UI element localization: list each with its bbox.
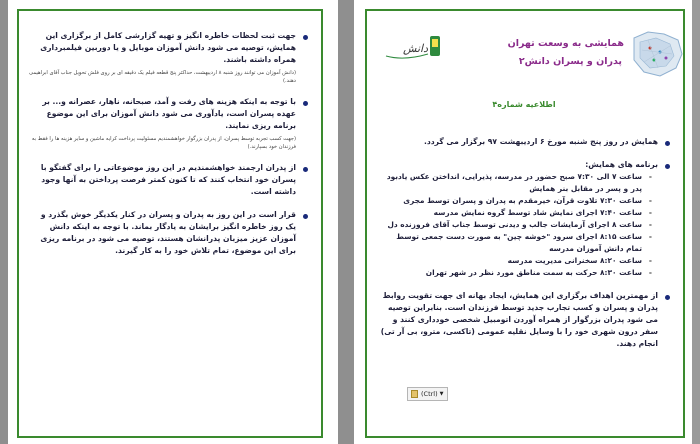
page-left-content <box>28 30 308 268</box>
bullet-memorable-day <box>28 209 308 257</box>
bullet-topics-text: از پدران ارجمند خواهشمندیم در این روز موضوعاتی را برای گفتگو با پسران خود انتخاب کنند که تا کنون کمتر فرصت پرداختن به آنها وجود داشته است. <box>40 163 296 196</box>
school-logo <box>384 34 442 62</box>
bullet-icon <box>303 101 308 106</box>
page-gap <box>338 0 354 444</box>
event-title-line1: همایشی به وسعت تهران <box>507 38 624 49</box>
bullet-costs <box>28 96 308 151</box>
page-left <box>8 0 338 444</box>
program-item: - ساعت ۷ الی ۷:۳۰ صبح حضور در مدرسه، پذیرایی، انداختن عکس یادبود پدر و پسر در مقابل بنر همایش <box>380 171 642 195</box>
page-header <box>384 28 684 88</box>
program-item: - ساعت ۷:۴۰ اجرای نمایش شاد توسط گروه نمایش مدرسه <box>380 207 642 219</box>
bullet-costs-text: با توجه به اینکه هزینه های رفت و آمد، صبحانه، ناهار، عصرانه و... بر عهده پسران است، یادآوری می شود دانش آموزان برای این موضوع برنامه ریزی نمایند. <box>42 97 296 130</box>
bullet-topics <box>28 162 308 198</box>
program-item: - ساعت ۸:۲۰ سخنرانی مدیریت مدرسه <box>380 255 642 267</box>
event-title-line2: پدران و پسران دانش۲ <box>518 56 622 67</box>
note-recording: (دانش آموزان می توانند روز شنبه ۸ اردیبهشت، حداکثر پنج قطعه فیلم یک دقیقه ای بر روی فلش تحویل جناب آقای ابراهیمی دهند.) <box>29 70 296 84</box>
clipboard-icon <box>411 390 418 398</box>
bullet-goals <box>380 290 670 350</box>
bullet-icon <box>303 167 308 172</box>
bullet-date-text: همایش در روز پنج شنبه مورخ ۶ اردیبهشت ۹۷ برگزار می گردد. <box>423 137 658 146</box>
announcement-number: اطلاعیه شماره۴ <box>492 100 556 109</box>
school-logo-text: دانش <box>402 42 428 55</box>
tehran-map-icon <box>630 28 684 80</box>
program-item: - ساعت ۸ اجرای آزمایشات جالب و دیدنی توسط جناب آقای فروزنده دل <box>380 219 642 231</box>
program-item: - ساعت ۸:۱۵ اجرای سرود "خوشه چین" به صورت دست جمعی توسط تمام دانش آموزان مدرسه <box>380 231 642 255</box>
bullet-icon <box>665 164 670 169</box>
vertical-scrollbar[interactable] <box>692 0 700 444</box>
bullet-icon <box>665 141 670 146</box>
bullet-recording-text: جهت ثبت لحظات خاطره انگیز و تهیه گزارشی کامل از برگزاری این همایش، توصیه می شود دانش آموزان موبایل و یا دوربین فیلمبرداری همراه داشته باشند. <box>40 31 296 64</box>
bullet-recording <box>28 30 308 85</box>
program-list <box>380 171 658 279</box>
bullet-icon <box>303 35 308 40</box>
bullet-program <box>380 159 670 279</box>
program-heading: برنامه های همایش: <box>585 160 658 169</box>
page-right <box>354 0 692 444</box>
note-costs: (جهت کسب تجربه توسط پسران، از پدران بزرگوار خواهشمندیم مسئولیت پرداخت کرایه ماشین و سایر هزینه ها را فقط به فرزندان خود بسپارند.) <box>31 136 296 150</box>
paste-options-button[interactable] <box>407 387 448 401</box>
bullet-memorable-day-text: قرار است در این روز به پدران و پسران در کنار یکدیگر خوش بگذرد و یک روز خاطره انگیز برایشان به یادگار بماند. با توجه به اینکه دانش آموزان عزیز میزبان پدرانشان هستند، توصیه می شود در برنامه ریزی برای این موضوع، تمام تلاش خود را به کار گیرند. <box>40 210 296 255</box>
program-item: - ساعت ۸:۳۰ حرکت به سمت مناطق مورد نظر در شهر تهران <box>380 267 642 279</box>
page-right-content <box>380 136 670 361</box>
bullet-icon <box>665 295 670 300</box>
paste-options-label: (Ctrl) <box>421 390 438 398</box>
bullet-goals-text: از مهمترین اهداف برگزاری این همایش، ایجاد بهانه ای جهت تقویت روابط پدران و پسران و کسب تجارب جدید توسط فرزندان است. بنابراین توصیه می شود پدران بزرگوار از همراه آوردن اتومبیل شخصی خودداری کنند و سفر درون شهری خود را با وسایل نقلیه عمومی (تاکسی، مترو، بی آر تی) انجام دهند. <box>380 291 658 348</box>
program-item: - ساعت ۷:۳۰ تلاوت قرآن، خیرمقدم به پدران و پسران توسط مجری <box>380 195 642 207</box>
bullet-icon <box>303 214 308 219</box>
chevron-down-icon: ▼ <box>439 391 444 397</box>
bullet-date <box>380 136 670 148</box>
